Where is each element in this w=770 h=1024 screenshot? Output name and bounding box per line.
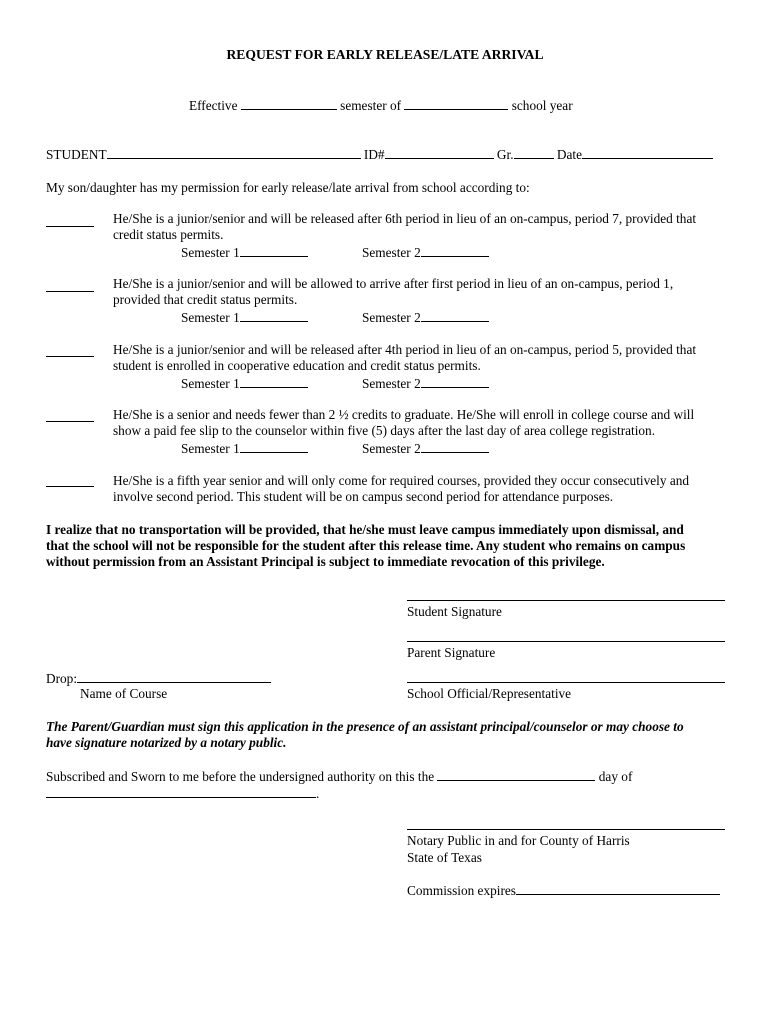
student-label: STUDENT bbox=[46, 147, 107, 162]
school-year-field[interactable] bbox=[404, 97, 508, 110]
option-2-semester-2: Semester 2 bbox=[362, 309, 489, 326]
semester-of-label: semester of bbox=[340, 98, 402, 113]
drop-course-label: Name of Course bbox=[80, 686, 168, 701]
option-3-check-line[interactable] bbox=[46, 356, 94, 357]
sworn-line bbox=[46, 768, 632, 785]
school-year-label: school year bbox=[511, 98, 573, 113]
option-2-text: He/She is a junior/senior and will be allowed to arrive after first period in lieu of an on-campus, period 1, provided that credit status permits. bbox=[113, 276, 674, 307]
commission-expires-line bbox=[407, 882, 720, 899]
notary-signature-line[interactable] bbox=[407, 829, 725, 830]
commission-expires-field[interactable] bbox=[516, 882, 720, 895]
option-2-check-line[interactable] bbox=[46, 291, 94, 292]
drop-label: Drop: bbox=[46, 671, 78, 686]
student-line bbox=[46, 146, 713, 163]
notary-state: State of Texas bbox=[407, 850, 482, 865]
date-label: Date bbox=[556, 147, 582, 162]
effective-date-field[interactable] bbox=[241, 97, 337, 110]
option-4-semester-2-field[interactable] bbox=[421, 440, 489, 453]
drop-course-field[interactable] bbox=[77, 670, 271, 683]
option-3-semester-2: Semester 2 bbox=[362, 375, 489, 392]
parent-signature-label: Parent Signature bbox=[407, 645, 496, 660]
option-4-semester-1-field[interactable] bbox=[240, 440, 308, 453]
notary-line-1: Notary Public in and for County of Harris bbox=[407, 833, 630, 848]
student-signature-label: Student Signature bbox=[407, 604, 502, 619]
student-signature-line[interactable] bbox=[407, 600, 725, 601]
option-4-check-line[interactable] bbox=[46, 421, 94, 422]
option-5-check-line[interactable] bbox=[46, 486, 94, 487]
id-label: ID# bbox=[363, 147, 385, 162]
sworn-month-line: . bbox=[46, 785, 319, 802]
option-4-text: He/She is a senior and needs fewer than 2 ½ credits to graduate. He/She will enroll in college course and will show a paid fee slip to the counselor within five (5) days after the last day of area college registration. bbox=[113, 407, 695, 438]
option-1-semester-2: Semester 2 bbox=[362, 244, 489, 261]
official-signature-label: School Official/Representative bbox=[407, 686, 572, 701]
day-of-label: day of bbox=[598, 769, 633, 784]
option-1-semester-1: Semester 1 bbox=[181, 244, 308, 261]
student-id-field[interactable] bbox=[385, 146, 494, 159]
intro-text: My son/daughter has my permission for early release/late arrival from school according to: bbox=[46, 180, 530, 195]
sworn-text: Subscribed and Sworn to me before the undersigned authority on this the bbox=[46, 769, 435, 784]
option-2-semester-1-field[interactable] bbox=[240, 309, 308, 322]
option-4-semester-2: Semester 2 bbox=[362, 440, 489, 457]
parent-signature-line[interactable] bbox=[407, 641, 725, 642]
drop-line bbox=[46, 670, 271, 687]
option-3-semester-1: Semester 1 bbox=[181, 375, 308, 392]
official-signature-line[interactable] bbox=[407, 682, 725, 683]
sworn-day-field[interactable] bbox=[437, 768, 595, 781]
commission-expires-label: Commission expires bbox=[407, 883, 516, 898]
effective-line bbox=[189, 97, 573, 114]
option-2-semester-1: Semester 1 bbox=[181, 309, 308, 326]
option-1-semester-2-field[interactable] bbox=[421, 244, 489, 257]
option-4-semester-1: Semester 1 bbox=[181, 440, 308, 457]
sworn-month-field[interactable] bbox=[46, 785, 316, 798]
parent-notice: The Parent/Guardian must sign this application in the presence of an assistant principal/counselor or may choose to have signature notarized by a notary public. bbox=[46, 719, 684, 750]
option-3-semester-2-field[interactable] bbox=[421, 375, 489, 388]
acknowledgement: I realize that no transportation will be provided, that he/she must leave campus immediately upon dismissal, and that the school will not be responsible for the student after this release time. Any student who remains on campus without permission from an Assistant Principal is subject to immediate revocation of this privilege. bbox=[46, 522, 686, 569]
option-5-text: He/She is a fifth year senior and will only come for required courses, provided they occur consecutively and involve second period. This student will be on campus second period for attendance purposes. bbox=[113, 473, 690, 504]
option-1-text: He/She is a junior/senior and will be released after 6th period in lieu of an on-campus, period 7, provided that credit status permits. bbox=[113, 211, 697, 242]
option-3-semester-1-field[interactable] bbox=[240, 375, 308, 388]
form-title: REQUEST FOR EARLY RELEASE/LATE ARRIVAL bbox=[226, 47, 544, 62]
option-1-semester-1-field[interactable] bbox=[240, 244, 308, 257]
option-2-semester-2-field[interactable] bbox=[421, 309, 489, 322]
grade-label: Gr. bbox=[496, 147, 514, 162]
grade-field[interactable] bbox=[514, 146, 554, 159]
effective-label: Effective bbox=[189, 98, 238, 113]
option-1-check-line[interactable] bbox=[46, 226, 94, 227]
date-field[interactable] bbox=[582, 146, 713, 159]
option-3-text: He/She is a junior/senior and will be released after 4th period in lieu of an on-campus, period 5, provided that student is enrolled in cooperative education and credit status permits. bbox=[113, 342, 697, 373]
student-name-field[interactable] bbox=[107, 146, 361, 159]
